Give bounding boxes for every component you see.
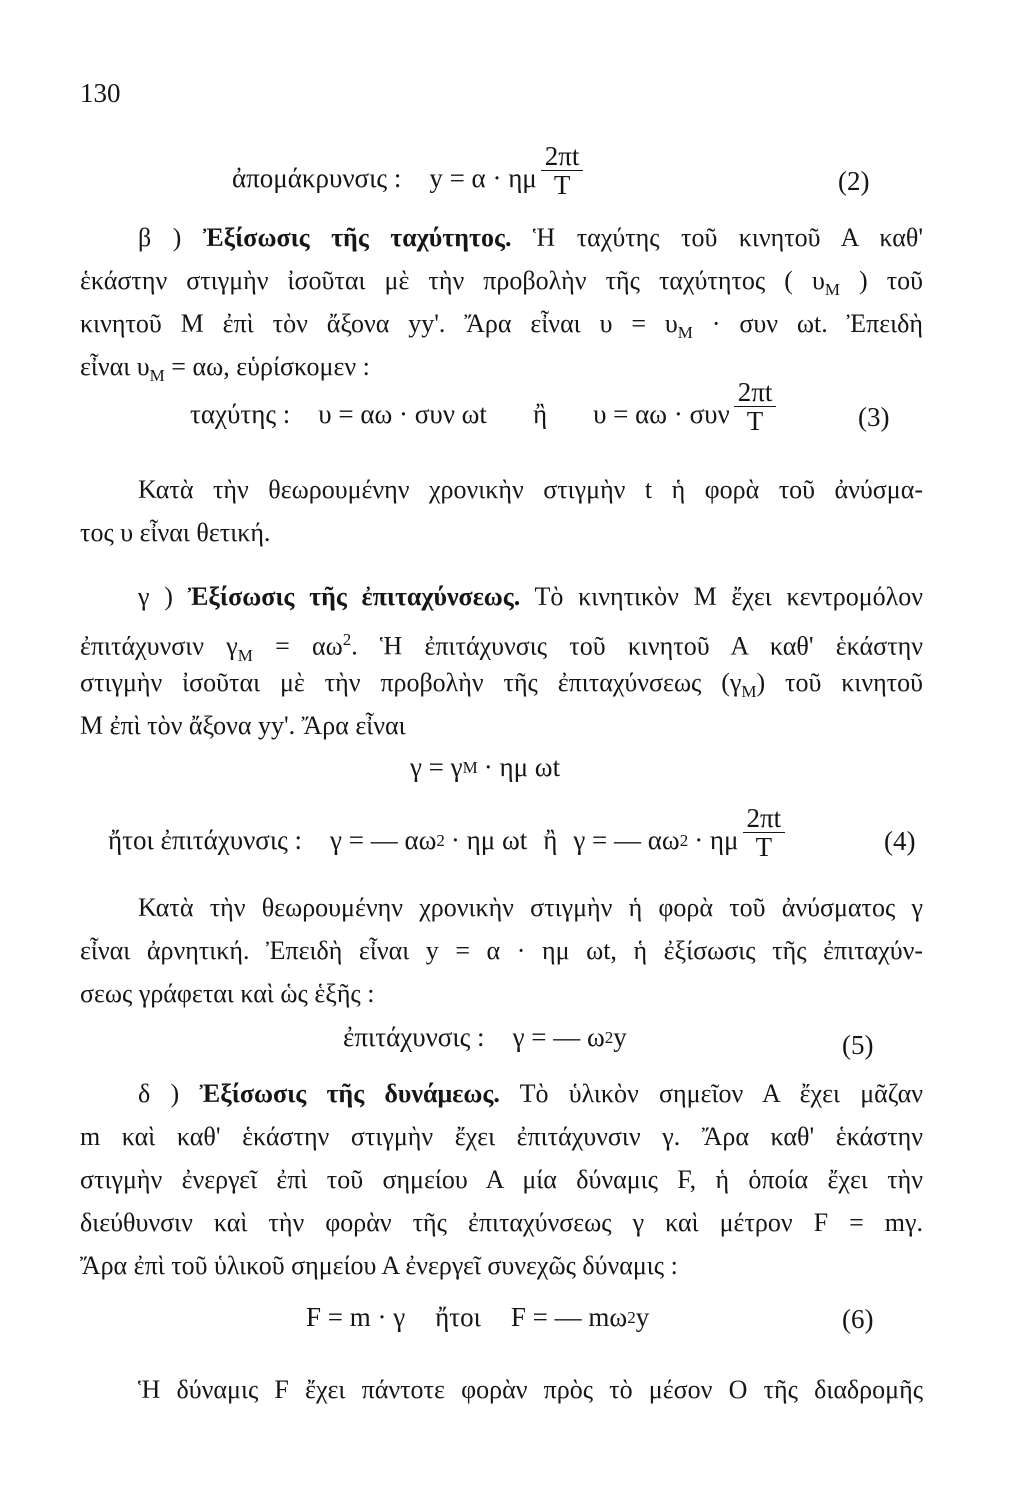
eq6-sup: 2: [627, 1307, 636, 1327]
eq4-label: ἤτοι ἐπιτάχυνσις :: [108, 825, 303, 856]
eq3-fraction: [734, 378, 777, 436]
eq2-numerator: 2πt: [541, 142, 584, 171]
gamma-line3-end: ) τοῦ κινητοῦ: [756, 668, 923, 697]
delta-line1: Τὸ ὑλικὸν σημεῖον Α ἔχει μᾶζαν: [519, 1079, 924, 1108]
eq6-tag: (6): [842, 1304, 874, 1334]
equation-2: [232, 141, 587, 208]
delta-heading: Ἐξίσωσις τῆς δυνάμεως.: [199, 1079, 500, 1108]
equation-3: [190, 377, 780, 444]
eq4-numerator: 2πt: [743, 804, 786, 833]
gamma-line4: Μ ἐπὶ τὸν ἄξονα yy'. Ἄρα εἶναι: [80, 711, 406, 740]
beta-line4-end: = αω, εὑρίσκομεν :: [171, 352, 370, 381]
equation-4: [108, 803, 789, 870]
gamma-line3-sub: M: [741, 682, 757, 702]
eq3-tag: (3): [858, 402, 890, 432]
eq3-part2: υ = αω · συν: [593, 399, 730, 430]
beta-line4: εἶναι υ: [80, 352, 150, 381]
eq6-part2: F = — mω: [510, 1302, 628, 1332]
delta-marker: δ ): [138, 1079, 180, 1108]
gamma-line2-mid: = αω: [275, 631, 343, 661]
eq4-sup2: 2: [679, 830, 689, 850]
dir1-line1: Κατὰ τὴν θεωρουμένην χρονικὴν στιγμὴν t ἡ φορὰ τοῦ ἀνύσμα-: [138, 475, 923, 504]
eq4-part2-end: · ημ: [694, 825, 739, 856]
beta-marker: β ): [138, 223, 182, 252]
eq2-fraction: [541, 142, 584, 200]
eq5-end: y: [613, 1022, 627, 1052]
dir2-line1: Κατὰ τὴν θεωρουμένην χρονικὴν στιγμὴν ἡ φορὰ τοῦ ἀνύσματος γ: [138, 893, 923, 922]
beta-line1: Ἡ ταχύτης τοῦ κινητοῦ Α καθ': [532, 223, 924, 252]
gamma-line3: στιγμὴν ἰσοῦται μὲ τὴν προβολὴν τῆς ἐπιταχύνσεως (γ: [80, 668, 742, 697]
paragraph-acceleration: [80, 575, 923, 747]
eq4-part2: γ = — αω: [573, 825, 680, 856]
eqg-lhs: γ = γ: [410, 752, 463, 782]
eq4-or: ἢ: [543, 825, 558, 856]
eqg-sub: M: [462, 757, 478, 777]
paragraph-force-direction: [80, 1368, 923, 1411]
beta-line2-sub: M: [824, 280, 840, 300]
gamma-line1: Τὸ κινητικὸν Μ ἔχει κεντρομόλον: [534, 582, 923, 611]
eq3-numerator: 2πt: [734, 378, 777, 407]
page-number: 130: [80, 78, 121, 108]
beta-line2-end: ) τοῦ: [859, 266, 924, 295]
eq3-or: ἢ: [532, 399, 548, 430]
beta-line3: κινητοῦ Μ ἐπὶ τὸν ἄξονα yy'. Ἄρα εἶναι υ = υ: [80, 309, 678, 338]
eqg-rhs: · ημ ωt: [483, 752, 561, 782]
eq3-part1: υ = αω · συν ωt: [318, 399, 487, 430]
dir2-line3: σεως γράφεται καὶ ὡς ἑξῆς :: [80, 979, 375, 1008]
eq4-denominator: T: [755, 832, 773, 863]
eq2-label: ἀπομάκρυνσις :: [232, 163, 402, 194]
beta-line4-sub: M: [149, 366, 165, 386]
beta-line2: ἑκάστην στιγμὴν ἰσοῦται μὲ τὴν προβολὴν τῆς ταχύτητος ( υ: [80, 266, 825, 295]
gamma-line2: ἐπιτάχυνσιν γ: [80, 631, 238, 661]
eq6-part1: F = m · γ: [306, 1302, 406, 1332]
eq2-tag: (2): [838, 166, 870, 196]
eq2-lhs: y = α · ημ: [429, 163, 537, 194]
eq2-denominator: T: [553, 170, 571, 201]
dir2-line2: εἶναι ἀρνητική. Ἐπειδὴ εἶναι y = α · ημ ωt, ἡ ἐξίσωσις τῆς ἐπιταχύν-: [80, 936, 923, 965]
eq4-part1: γ = — αω: [330, 825, 437, 856]
delta-line4: διεύθυνσιν καὶ τὴν φορὰν τῆς ἐπιταχύνσεως γ καὶ μέτρον F = mγ.: [80, 1208, 923, 1237]
gamma-heading: Ἐξίσωσις τῆς ἐπιταχύνσεως.: [187, 582, 521, 611]
delta-line3: στιγμὴν ἐνεργεῖ ἐπὶ τοῦ σημείου Α μία δύναμις F, ἡ ὁποία ἔχει τὴν: [80, 1165, 923, 1194]
paragraph-velocity: [80, 216, 923, 388]
eq5-label: ἐπιτάχυνσις :: [343, 1022, 485, 1052]
paragraph-force: [80, 1072, 923, 1287]
dir1-line2: τος υ εἶναι θετική.: [80, 518, 271, 547]
delta-line5: Ἄρα ἐπὶ τοῦ ὑλικοῦ σημείου Α ἐνεργεῖ συνεχῶς δύναμις :: [80, 1251, 678, 1280]
paragraph-velocity-direction: [80, 468, 923, 554]
eq4-part1-end: · ημ ωt: [450, 825, 528, 856]
eq5-lhs: γ = — ω: [512, 1022, 605, 1052]
eq4-tag: (4): [884, 826, 916, 856]
eq3-label: ταχύτης :: [190, 399, 291, 430]
beta-heading: Ἐξίσωσις τῆς ταχύτητος.: [202, 223, 512, 252]
equation-5: [343, 1022, 627, 1053]
eq6-end: y: [635, 1302, 650, 1332]
eq3-denominator: T: [746, 406, 764, 437]
delta-line2: m καὶ καθ' ἑκάστην στιγμὴν ἔχει ἐπιτάχυνσιν γ. Ἄρα καθ' ἑκάστην: [80, 1122, 923, 1151]
eq4-sup1: 2: [436, 830, 445, 850]
last-line: Ἡ δύναμις F ἔχει πάντοτε φορὰν πρὸς τὸ μέσον Ο τῆς διαδρομῆς: [138, 1375, 923, 1404]
eq6-word: ἤτοι: [435, 1302, 481, 1332]
eq5-tag: (5): [842, 1030, 874, 1060]
eq5-sup: 2: [604, 1027, 614, 1047]
eq4-fraction: [743, 804, 786, 862]
gamma-line2-sub: M: [237, 645, 253, 665]
paragraph-acceleration-direction: [80, 886, 923, 1015]
equation-gamma: [410, 752, 560, 783]
beta-line3-end: · συν ωt. Ἐπειδὴ: [711, 309, 923, 338]
gamma-line2-sup: 2: [342, 630, 352, 649]
gamma-line2-end: . Ἡ ἐπιτάχυνσις τοῦ κινητοῦ Α καθ' ἑκάστην: [351, 631, 923, 661]
gamma-marker: γ ): [138, 582, 173, 611]
equation-6: [306, 1302, 649, 1333]
beta-line3-sub: M: [677, 323, 693, 343]
